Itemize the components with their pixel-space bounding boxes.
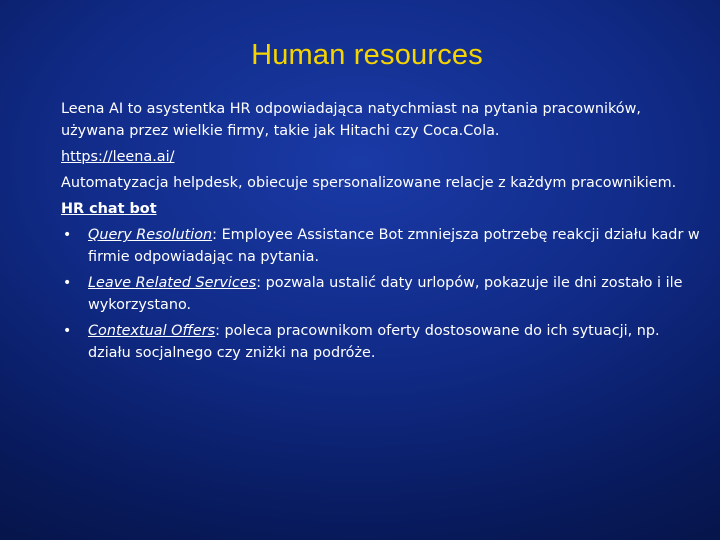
hr-chat-bot-link[interactable]: HR chat bot	[61, 201, 157, 217]
bullet-icon: •	[63, 323, 72, 339]
leena-link-paragraph	[61, 146, 701, 168]
feature-description: : pozwala ustalić daty urlopów, pokazuje ile dni zostało i ile wykorzystano.	[88, 275, 683, 313]
slide-body	[61, 98, 701, 368]
feature-term[interactable]: Leave Related Services	[88, 275, 257, 291]
list-item	[61, 224, 701, 268]
slide-title: Human resources	[251, 39, 483, 71]
list-item	[61, 272, 701, 316]
feature-description: : Employee Assistance Bot zmniejsza potrzebę reakcji działu kadr w firmie odpowiadając na pytania.	[88, 227, 700, 265]
hr-chat-bot-paragraph	[61, 198, 701, 220]
leena-link[interactable]: https://leena.ai/	[61, 149, 175, 165]
list-item	[61, 320, 701, 364]
feature-description: : poleca pracownikom oferty dostosowane do ich sytuacji, np. działu socjalnego czy zniżki na podróże.	[88, 323, 660, 361]
feature-term[interactable]: Contextual Offers	[88, 323, 216, 339]
automation-paragraph: Automatyzacja helpdesk, obiecuje spersonalizowane relacje z każdym pracownikiem.	[61, 175, 677, 191]
intro-paragraph: Leena AI to asystentka HR odpowiadająca natychmiast na pytania pracowników, używana przez wielkie firmy, takie jak Hitachi czy Coca.Cola.	[61, 101, 641, 139]
feature-list	[61, 224, 701, 364]
feature-term[interactable]: Query Resolution	[88, 227, 213, 243]
bullet-icon: •	[63, 227, 72, 243]
bullet-icon: •	[63, 275, 72, 291]
